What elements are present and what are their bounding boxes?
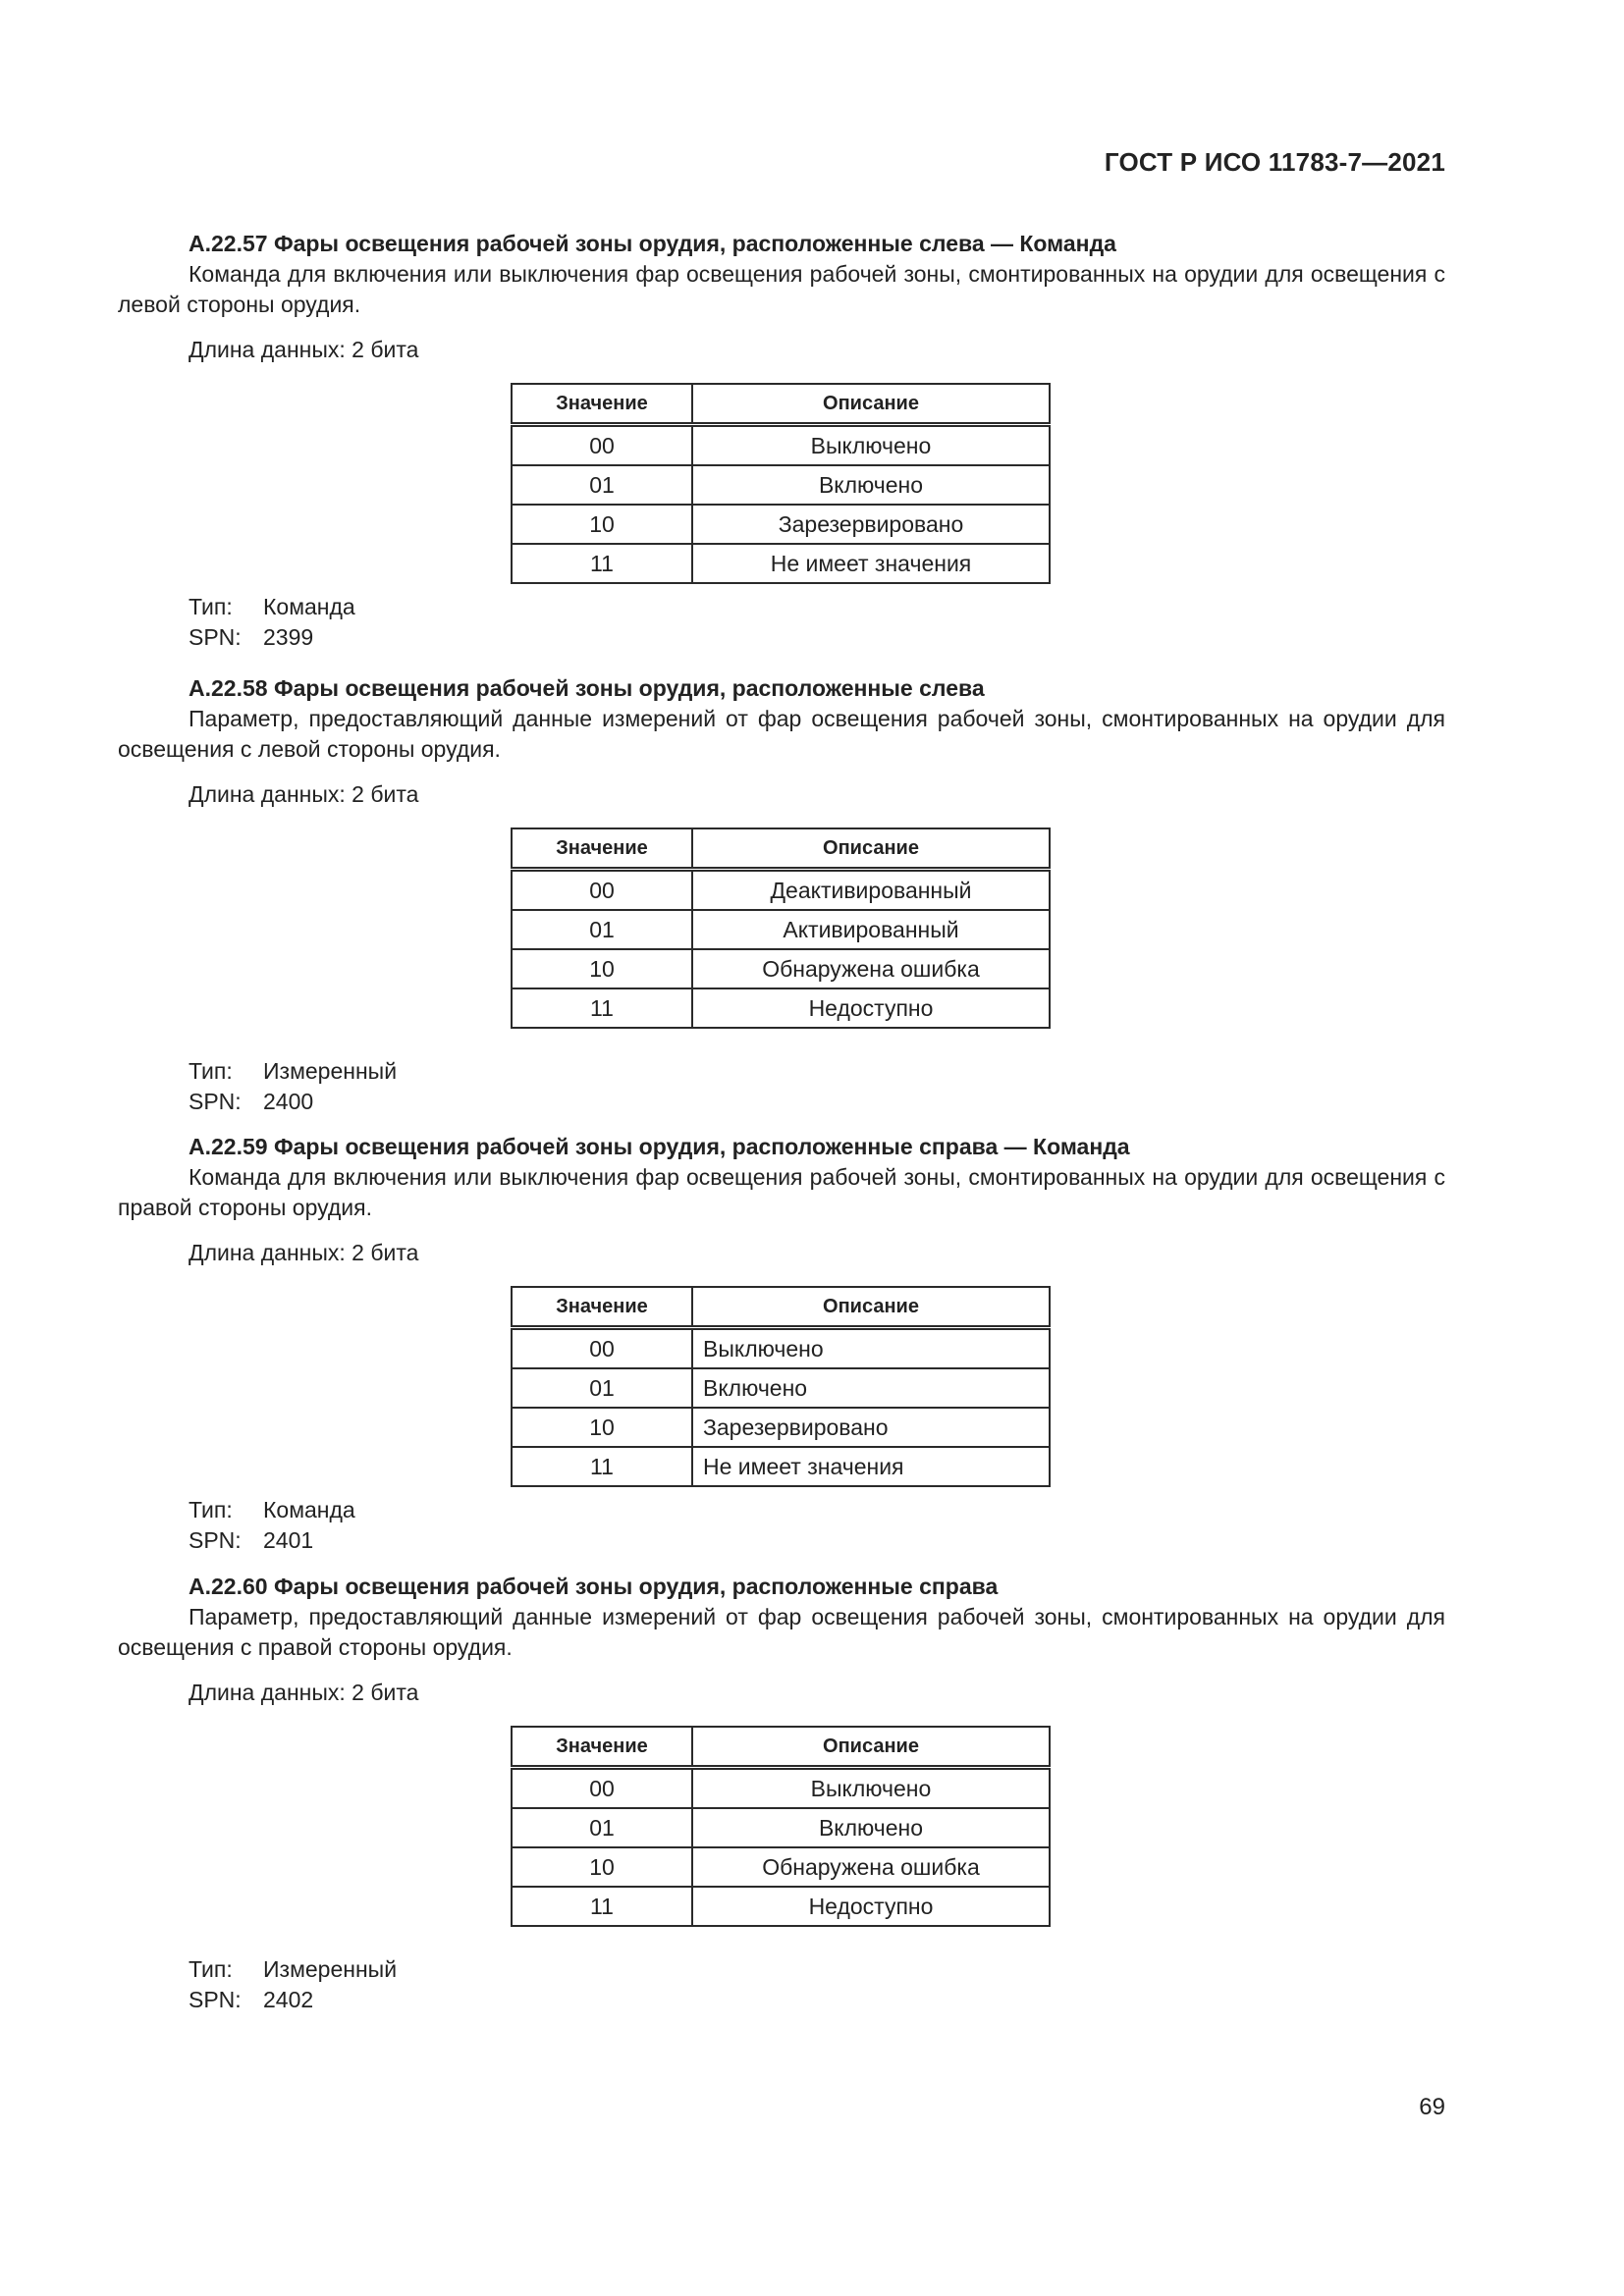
table-row <box>512 988 1050 1028</box>
table-row <box>512 544 1050 583</box>
value-table <box>511 1726 1051 1927</box>
table-header-row <box>512 828 1050 870</box>
cell-value: 01 <box>512 465 692 505</box>
section-title: А.22.60 Фары освещения рабочей зоны орудия, расположенные справа <box>189 1574 999 1599</box>
table-row <box>512 425 1050 466</box>
spn-line <box>118 1985 1445 2015</box>
spn-label: SPN: <box>189 1527 242 1553</box>
table-row <box>512 1808 1050 1847</box>
page-header: ГОСТ Р ИСО 11783-7—2021 <box>1104 147 1445 177</box>
spn-line <box>118 622 1445 653</box>
cell-value: 00 <box>512 425 692 466</box>
data-length: Длина данных: 2 бита <box>189 781 419 807</box>
section-a-22-60 <box>118 1571 1445 2015</box>
type-label: Тип: <box>189 594 233 619</box>
spn-line <box>118 1525 1445 1556</box>
table-row <box>512 870 1050 911</box>
column-header-description: Описание <box>692 828 1050 870</box>
table-row <box>512 949 1050 988</box>
table-row <box>512 1847 1050 1887</box>
cell-description: Выключено <box>692 425 1050 466</box>
cell-description: Не имеет значения <box>692 1447 1050 1486</box>
type-label: Тип: <box>189 1497 233 1522</box>
table-row <box>512 505 1050 544</box>
column-header-value: Значение <box>512 1727 692 1768</box>
type-label: Тип: <box>189 1956 233 1982</box>
cell-value: 11 <box>512 1887 692 1926</box>
cell-value: 10 <box>512 1408 692 1447</box>
column-header-value: Значение <box>512 1287 692 1328</box>
section-a-22-57 <box>118 228 1445 653</box>
cell-description: Недоступно <box>692 1887 1050 1926</box>
cell-value: 10 <box>512 949 692 988</box>
type-value: Измеренный <box>263 1058 398 1084</box>
data-length: Длина данных: 2 бита <box>189 1240 419 1265</box>
cell-description: Зарезервировано <box>692 505 1050 544</box>
cell-description: Деактивированный <box>692 870 1050 911</box>
spn-value: 2401 <box>263 1527 314 1553</box>
table-row <box>512 1328 1050 1369</box>
section-title: А.22.57 Фары освещения рабочей зоны орудия, расположенные слева — Команда <box>189 231 1116 256</box>
cell-description: Включено <box>692 1368 1050 1408</box>
page-number: 69 <box>1419 2094 1445 2120</box>
section-title: А.22.59 Фары освещения рабочей зоны орудия, расположенные справа — Команда <box>189 1134 1130 1159</box>
spn-value: 2402 <box>263 1987 314 2012</box>
section-title: А.22.58 Фары освещения рабочей зоны орудия, расположенные слева <box>189 675 985 701</box>
data-length: Длина данных: 2 бита <box>189 1680 419 1705</box>
cell-description: Включено <box>692 1808 1050 1847</box>
section-body: Параметр, предоставляющий данные измерений от фар освещения рабочей зоны, смонтированных на орудии для освещения с правой стороны орудия. <box>118 1604 1445 1660</box>
table-row <box>512 1887 1050 1926</box>
table-header-row <box>512 1727 1050 1768</box>
type-line <box>118 1056 1445 1087</box>
column-header-description: Описание <box>692 1287 1050 1328</box>
section-body: Параметр, предоставляющий данные измерений от фар освещения рабочей зоны, смонтированных на орудии для освещения с левой стороны орудия. <box>118 706 1445 762</box>
table-row <box>512 1368 1050 1408</box>
cell-value: 00 <box>512 1768 692 1809</box>
table-row <box>512 1768 1050 1809</box>
cell-value: 11 <box>512 988 692 1028</box>
cell-description: Не имеет значения <box>692 544 1050 583</box>
section-a-22-59 <box>118 1131 1445 1556</box>
table-header-row <box>512 384 1050 425</box>
cell-description: Зарезервировано <box>692 1408 1050 1447</box>
cell-description: Обнаружена ошибка <box>692 949 1050 988</box>
table-row <box>512 1408 1050 1447</box>
spn-line <box>118 1087 1445 1117</box>
cell-value: 00 <box>512 870 692 911</box>
cell-description: Обнаружена ошибка <box>692 1847 1050 1887</box>
value-table <box>511 383 1051 584</box>
cell-description: Недоступно <box>692 988 1050 1028</box>
cell-description: Активированный <box>692 910 1050 949</box>
cell-value: 01 <box>512 910 692 949</box>
spn-label: SPN: <box>189 1987 242 2012</box>
spn-value: 2400 <box>263 1089 314 1114</box>
cell-description: Выключено <box>692 1328 1050 1369</box>
type-line <box>118 1954 1445 1985</box>
value-table <box>511 828 1051 1029</box>
type-line <box>118 592 1445 622</box>
type-value: Команда <box>263 594 355 619</box>
cell-description: Выключено <box>692 1768 1050 1809</box>
column-header-description: Описание <box>692 384 1050 425</box>
spn-value: 2399 <box>263 624 314 650</box>
data-length: Длина данных: 2 бита <box>189 337 419 362</box>
type-value: Измеренный <box>263 1956 398 1982</box>
type-value: Команда <box>263 1497 355 1522</box>
spn-label: SPN: <box>189 1089 242 1114</box>
cell-value: 00 <box>512 1328 692 1369</box>
type-line <box>118 1495 1445 1525</box>
type-label: Тип: <box>189 1058 233 1084</box>
cell-value: 10 <box>512 1847 692 1887</box>
table-row <box>512 1447 1050 1486</box>
table-row <box>512 465 1050 505</box>
cell-value: 10 <box>512 505 692 544</box>
cell-description: Включено <box>692 465 1050 505</box>
section-body: Команда для включения или выключения фар освещения рабочей зоны, смонтированных на орудии для освещения с левой стороны орудия. <box>118 261 1445 317</box>
cell-value: 11 <box>512 1447 692 1486</box>
section-body: Команда для включения или выключения фар освещения рабочей зоны, смонтированных на орудии для освещения с правой стороны орудия. <box>118 1164 1445 1220</box>
cell-value: 11 <box>512 544 692 583</box>
value-table <box>511 1286 1051 1487</box>
table-header-row <box>512 1287 1050 1328</box>
column-header-value: Значение <box>512 828 692 870</box>
cell-value: 01 <box>512 1368 692 1408</box>
cell-value: 01 <box>512 1808 692 1847</box>
column-header-value: Значение <box>512 384 692 425</box>
table-row <box>512 910 1050 949</box>
spn-label: SPN: <box>189 624 242 650</box>
column-header-description: Описание <box>692 1727 1050 1768</box>
section-a-22-58 <box>118 672 1445 1117</box>
